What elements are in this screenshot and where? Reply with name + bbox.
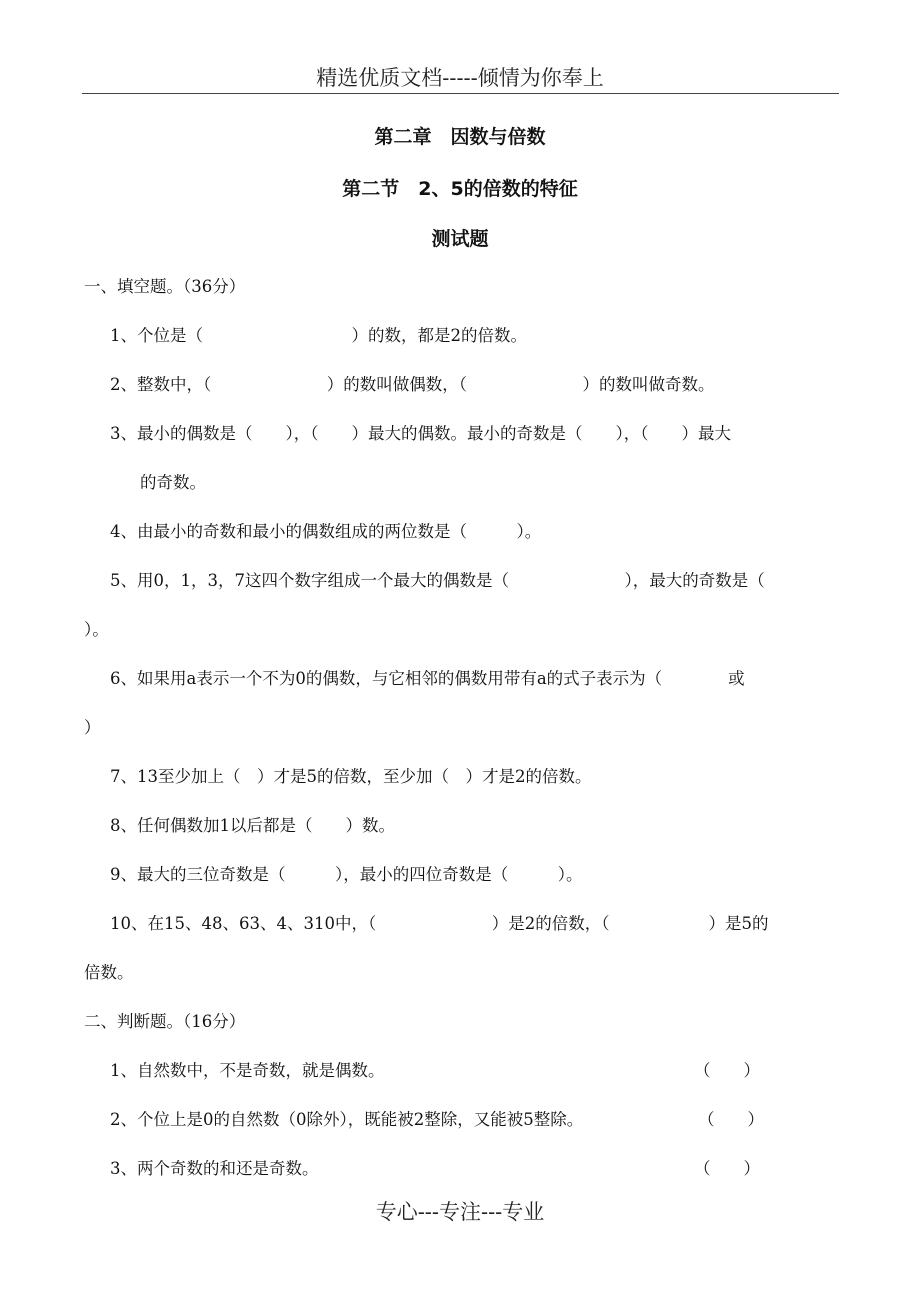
section-title: 第二节 2、5的倍数的特征 bbox=[342, 178, 578, 200]
judge-item-2: 2、个位上是0的自然数（0除外），既能被2整除，又能被5整除。 bbox=[110, 1110, 584, 1129]
q4: 4、由最小的奇数和最小的偶数组成的两位数是（ ）。 bbox=[110, 522, 542, 541]
judge-bracket-2: （ ） bbox=[698, 1110, 764, 1129]
q5-cont: ）。 bbox=[84, 620, 109, 639]
q10-cont: 倍数。 bbox=[84, 963, 134, 982]
header-rule bbox=[82, 93, 839, 94]
chapter-title: 第二章 因数与倍数 bbox=[374, 126, 546, 148]
part2-heading: 二、判断题。（16分） bbox=[84, 1012, 246, 1031]
judge-item-3: 3、两个奇数的和还是奇数。 bbox=[110, 1159, 319, 1178]
q1: 1、个位是（ ）的数，都是2的倍数。 bbox=[110, 326, 527, 345]
q6-cont: ） bbox=[84, 718, 101, 737]
q6: 6、如果用a表示一个不为0的偶数，与它相邻的偶数用带有a的式子表示为（ 或 bbox=[110, 669, 745, 688]
judge-bracket-1: （ ） bbox=[694, 1061, 760, 1080]
q8: 8、任何偶数加1以后都是（ ）数。 bbox=[110, 816, 395, 835]
q10: 10、在15、48、63、4、310中，（ ）是2的倍数，（ ）是5的 bbox=[110, 914, 769, 933]
page-footer: 专心---专注---专业 bbox=[375, 1200, 545, 1224]
q7: 7、13至少加上（ ）才是5的倍数，至少加（ ）才是2的倍数。 bbox=[110, 767, 592, 786]
q5: 5、用0，1，3，7这四个数字组成一个最大的偶数是（ ），最大的奇数是（ bbox=[110, 571, 765, 590]
q2: 2、整数中，（ ）的数叫做偶数，（ ）的数叫做奇数。 bbox=[110, 375, 715, 394]
page-header: 精选优质文档-----倾情为你奉上 bbox=[316, 66, 604, 90]
q3: 3、最小的偶数是（ ），（ ）最大的偶数。最小的奇数是（ ），（ ）最大 bbox=[110, 424, 731, 443]
q3-cont: 的奇数。 bbox=[140, 473, 206, 492]
part1-heading: 一、填空题。（36分） bbox=[84, 277, 246, 296]
test-title: 测试题 bbox=[431, 228, 489, 250]
q9: 9、最大的三位奇数是（ ），最小的四位奇数是（ ）。 bbox=[110, 865, 583, 884]
judge-item-1: 1、自然数中，不是奇数，就是偶数。 bbox=[110, 1061, 385, 1080]
judge-bracket-3: （ ） bbox=[694, 1159, 760, 1178]
